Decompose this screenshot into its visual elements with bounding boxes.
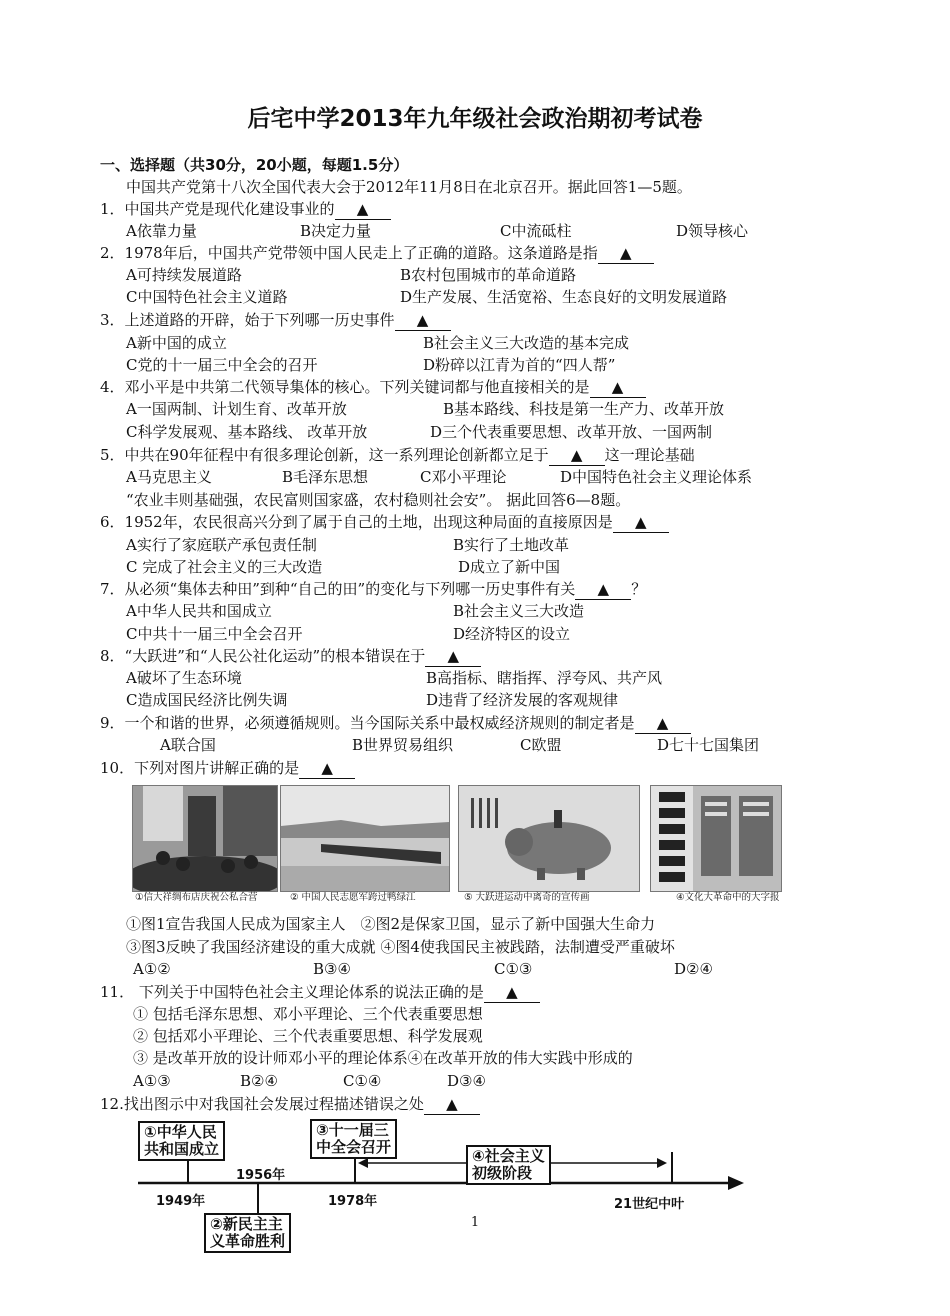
option-b: B社会主义三大改造 (453, 602, 585, 620)
caption-photo-3: ⑤ 大跃进运动中离奇的宣传画 (464, 892, 590, 903)
option-b: B世界贸易组织 (352, 736, 454, 754)
option-c: C欧盟 (520, 736, 562, 754)
option-d: D②④ (674, 960, 713, 978)
intro-q6-8: “农业丰则基础强，农民富则国家盛，农村稳则社会安”。 据此回答6—8题。 (126, 491, 631, 509)
option-a: A①③ (133, 1072, 171, 1090)
question-7: 7．从必须“集体去种田”到种“自己的田”的变化与下列哪一历史事件有关 ▲ ？ (100, 580, 647, 598)
option-d: D成立了新中国 (458, 558, 561, 576)
answer-blank: ▲ (484, 982, 540, 1003)
section-heading: 一、选择题（共30分，20小题，每题1.5分） (100, 156, 409, 174)
answer-blank: ▲ (613, 512, 669, 533)
answer-blank: ▲ (575, 579, 631, 600)
answer-blank: ▲ (635, 713, 691, 734)
option-b: B农村包围城市的革命道路 (400, 266, 577, 284)
option-b: B决定力量 (300, 222, 372, 240)
option-a: A破坏了生态环境 (126, 669, 242, 687)
option-a: A①② (133, 960, 171, 978)
option-d: D七十七国集团 (657, 736, 760, 754)
option-b: B实行了土地改革 (453, 536, 570, 554)
answer-blank: ▲ (425, 646, 481, 667)
option-c: C科学发展观、基本路线、 改革开放 (126, 423, 368, 441)
timeline-box-primary-stage: ④社会主义 初级阶段 (466, 1145, 551, 1185)
answer-blank: ▲ (335, 199, 391, 220)
option-a: A中华人民共和国成立 (126, 602, 272, 620)
statement-3-4: ③ 是改革开放的设计师邓小平的理论体系④在改革开放的伟大实践中形成的 (133, 1049, 633, 1067)
statement-2: ② 包括邓小平理论、三个代表重要思想、科学发展观 (133, 1027, 483, 1045)
answer-blank: ▲ (395, 310, 451, 331)
option-d: D粉碎以江青为首的“四人帮” (423, 356, 616, 374)
option-d: D经济特区的设立 (453, 625, 571, 643)
option-d: D违背了经济发展的客观规律 (426, 691, 619, 709)
option-b: B基本路线、科技是第一生产力、改革开放 (443, 400, 725, 418)
question-10: 10．下列对图片讲解正确的是 ▲ (100, 758, 355, 779)
option-a: A依靠力量 (126, 222, 197, 240)
option-d: D中国特色社会主义理论体系 (560, 468, 753, 486)
option-a: A一国两制、计划生育、改革开放 (126, 400, 347, 418)
question-8: 8．“大跃进”和“人民公社化运动”的根本错误在于 ▲ (100, 646, 481, 667)
page-number: 1 (470, 1215, 480, 1230)
timeline-label-1978: 1978年 (328, 1194, 378, 1209)
question-6: 6．1952年，农民很高兴分到了属于自己的土地，出现这种局面的直接原因是 ▲ (100, 512, 669, 533)
option-a: A联合国 (160, 736, 216, 754)
option-b: B高指标、瞎指挥、浮夸风、共产风 (426, 669, 663, 687)
caption-photo-4: ④文化大革命中的大字报 (676, 892, 780, 903)
option-a: A实行了家庭联产承包责任制 (126, 536, 317, 554)
option-c: C邓小平理论 (420, 468, 507, 486)
answer-blank: ▲ (590, 377, 646, 398)
question-4: 4．邓小平是中共第二代领导集体的核心。下列关键词都与他直接相关的是 ▲ (100, 377, 646, 398)
option-d: D三个代表重要思想、改革开放、一国两制 (430, 423, 713, 441)
option-d: D生产发展、生活宽裕、生态良好的文明发展道路 (400, 288, 728, 306)
question-9: 9．一个和谐的世界，必须遵循规则。当今国际关系中最权威经济规则的制定者是 ▲ (100, 713, 691, 734)
option-c: C①③ (494, 960, 533, 978)
option-c: C党的十一届三中全会的召开 (126, 356, 318, 374)
caption-photo-2: ② 中国人民志愿军跨过鸭绿江 (290, 892, 416, 903)
option-c: C中共十一届三中全会召开 (126, 625, 303, 643)
option-d: D领导核心 (676, 222, 749, 240)
timeline-box-third-plenum: ③十一届三 中全会召开 (310, 1119, 397, 1159)
option-a: A马克思主义 (126, 468, 212, 486)
option-c: C中国特色社会主义道路 (126, 288, 288, 306)
option-c: C 完成了社会主义的三大改造 (126, 558, 323, 576)
timeline-box-new-democratic-revolution: ②新民主主 义革命胜利 (204, 1213, 291, 1253)
question-3: 3．上述道路的开辟，始于下列哪一历史事件 ▲ (100, 310, 451, 331)
answer-blank: ▲ (598, 243, 654, 264)
answer-blank: ▲ (424, 1094, 480, 1115)
exam-title: 后宅中学2013年九年级社会政治期初考试卷 (247, 106, 703, 132)
option-b: B②④ (240, 1072, 278, 1090)
option-a: A可持续发展道路 (126, 266, 242, 284)
statement-3-4: ③图3反映了我国经济建设的重大成就 ④图4使我国民主被践踏，法制遭受严重破坏 (126, 938, 675, 956)
caption-photo-1: ①信大祥绸布店庆祝公私合营 (135, 892, 258, 903)
timeline-box-prc-founding: ①中华人民 共和国成立 (138, 1121, 225, 1161)
option-b: B社会主义三大改造的基本完成 (423, 334, 630, 352)
timeline-label-1949: 1949年 (156, 1194, 206, 1209)
option-c: C①④ (343, 1072, 382, 1090)
question-1: 1．中国共产党是现代化建设事业的 ▲ (100, 199, 391, 220)
option-c: C造成国民经济比例失调 (126, 691, 288, 709)
question-12: 12.找出图示中对我国社会发展过程描述错误之处 ▲ (100, 1094, 480, 1115)
option-a: A新中国的成立 (126, 334, 227, 352)
answer-blank: ▲ (299, 758, 355, 779)
question-2: 2．1978年后，中国共产党带领中国人民走上了正确的道路。这条道路是指 ▲ (100, 243, 654, 264)
statement-1-2: ①图1宣告我国人民成为国家主人 ②图2是保家卫国，显示了新中国强大生命力 (126, 915, 656, 933)
question-11: 11． 下列关于中国特色社会主义理论体系的说法正确的是 ▲ (100, 982, 540, 1003)
timeline-label-21st-century: 21世纪中叶 (614, 1197, 685, 1212)
option-b: B③④ (313, 960, 351, 978)
intro-q1-5: 中国共产党第十八次全国代表大会于2012年11月8日在北京召开。据此回答1—5题。 (126, 178, 692, 196)
option-b: B毛泽东思想 (282, 468, 369, 486)
answer-blank: ▲ (549, 445, 605, 466)
option-d: D③④ (447, 1072, 486, 1090)
timeline-label-1956: 1956年 (236, 1168, 286, 1183)
statement-1: ① 包括毛泽东思想、邓小平理论、三个代表重要思想 (133, 1005, 483, 1023)
question-5: 5．中共在90年征程中有很多理论创新，这一系列理论创新都立足于 ▲ 这一理论基础 (100, 446, 695, 464)
option-c: C中流砥柱 (500, 222, 572, 240)
